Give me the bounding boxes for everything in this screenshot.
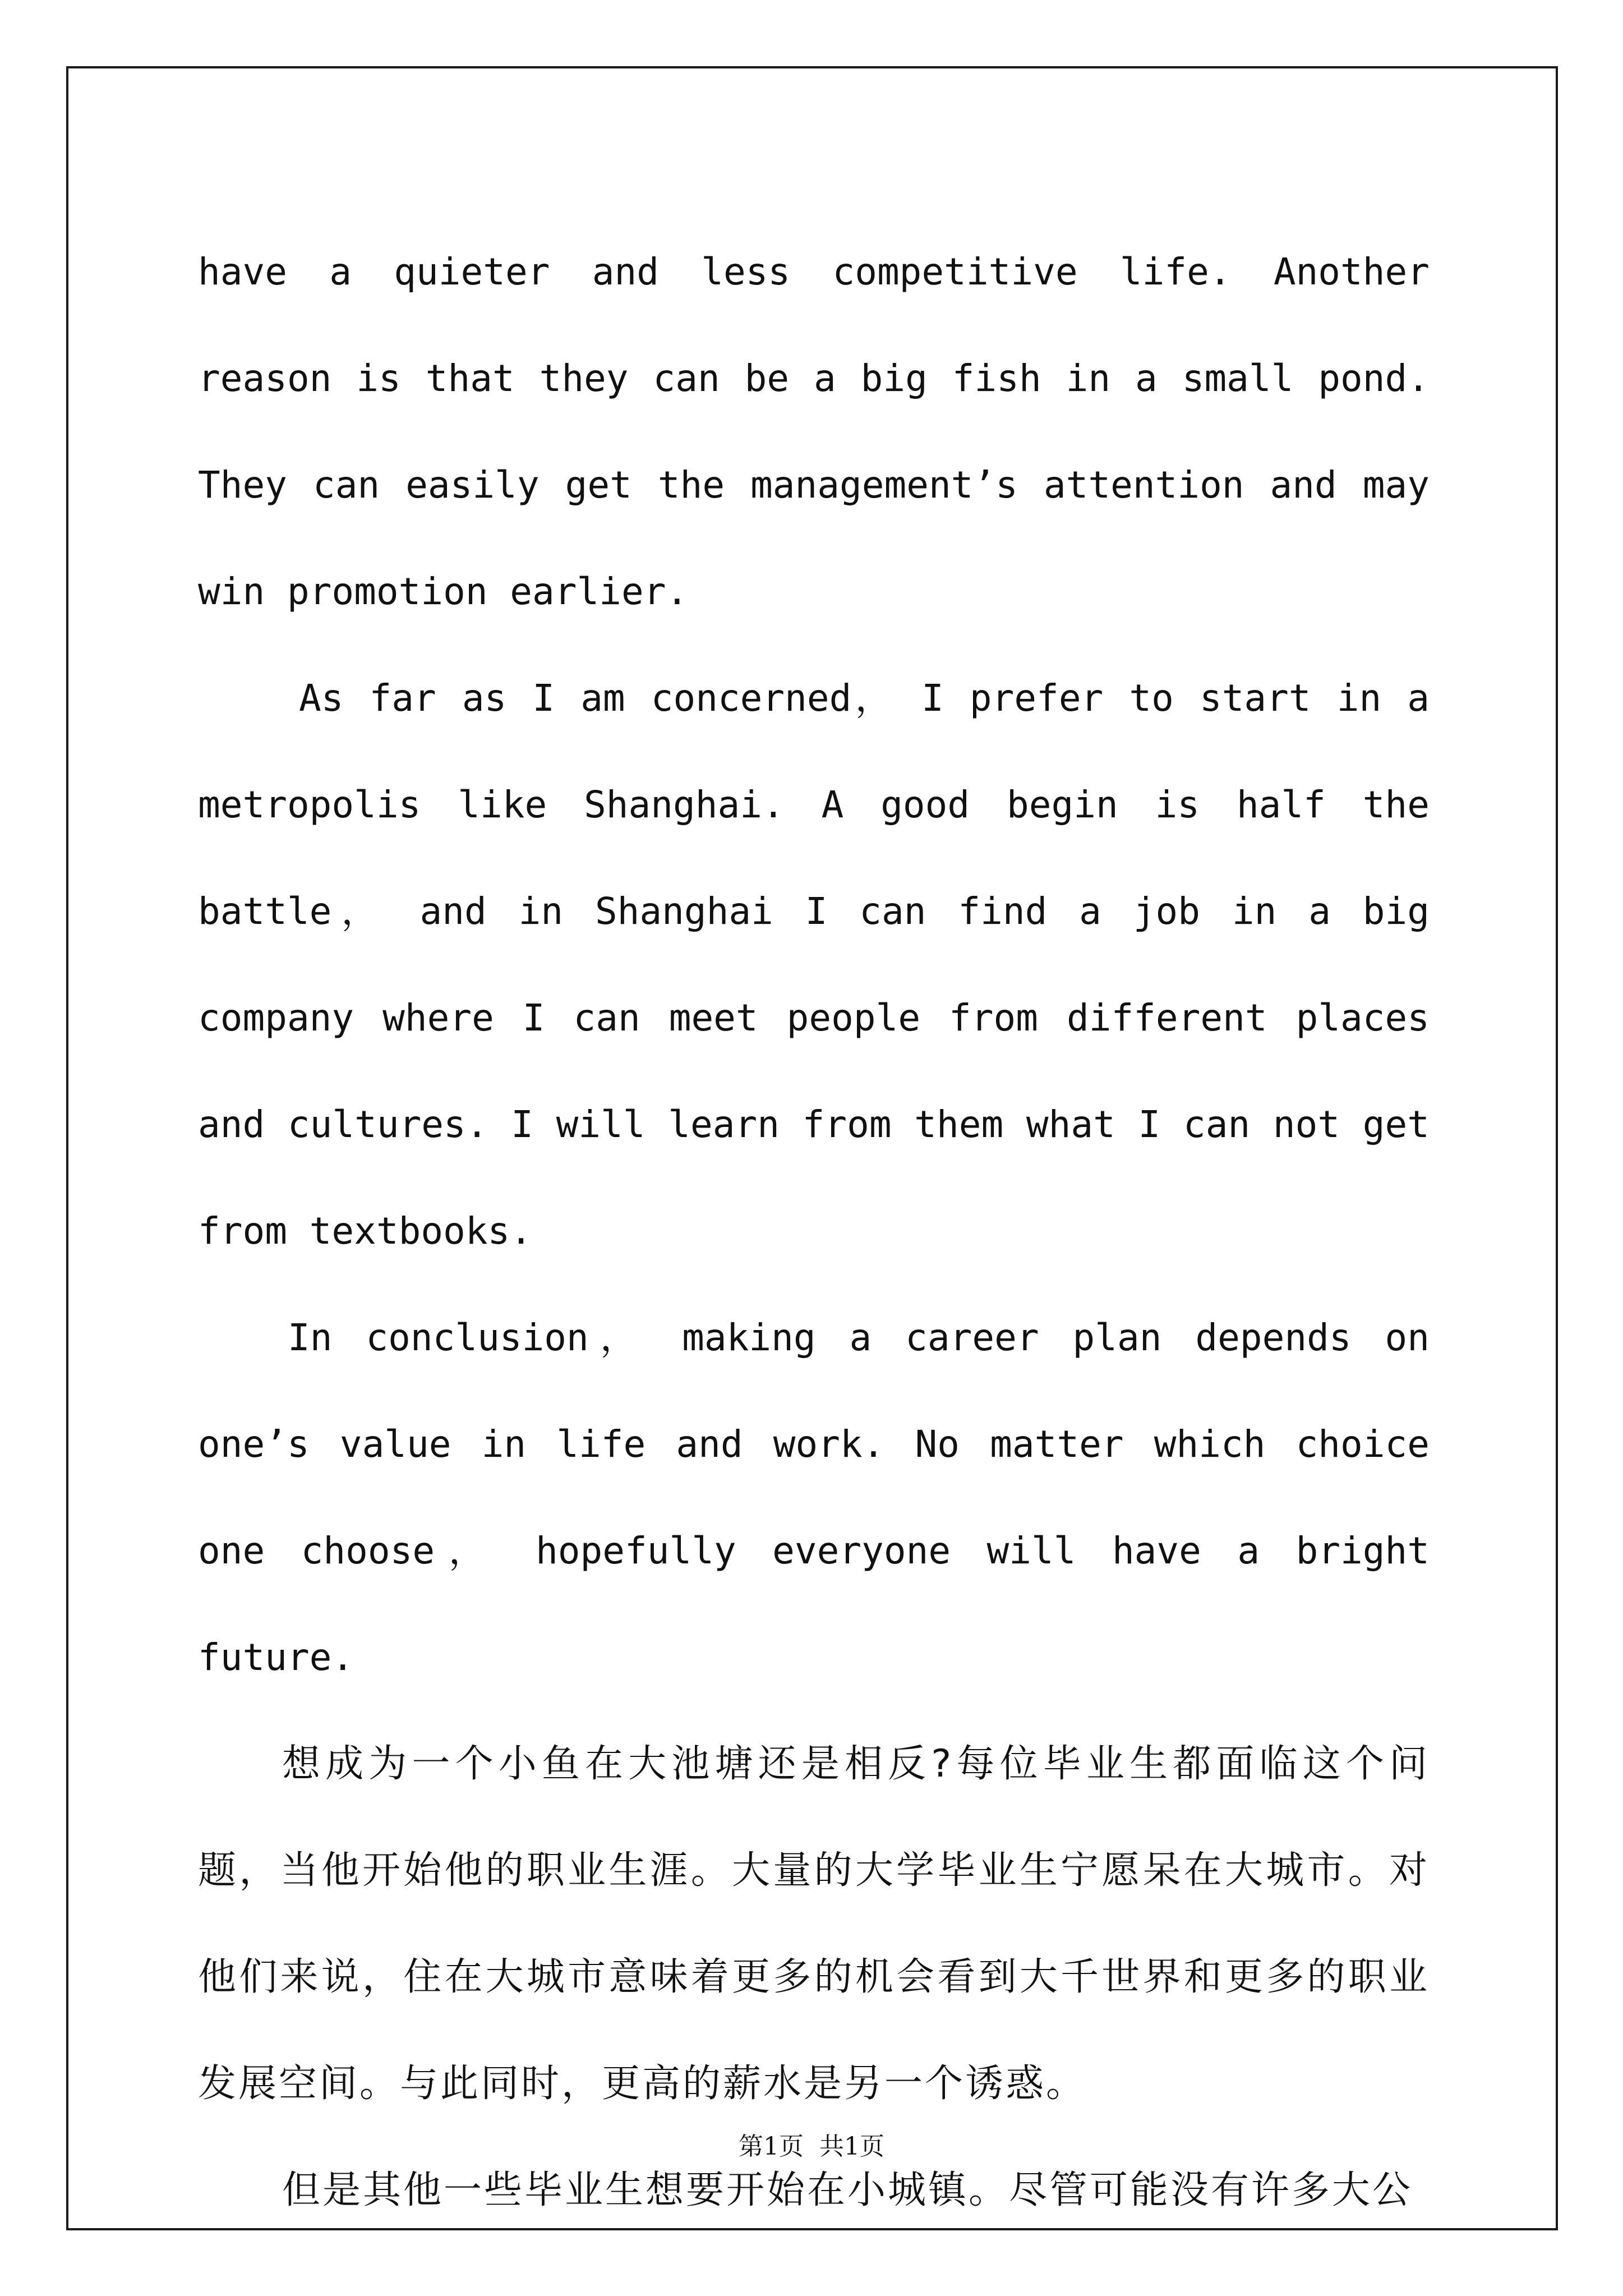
page-footer: 第1页 共1页 — [739, 2132, 884, 2161]
paragraph-1: have a quieter and less competitive life. Another reason is that they can be a big fish in a small pond. They can easily get the management’s attention and may win promotion earlier. — [198, 250, 1430, 613]
paragraph-4: 想成为一个小鱼在大池塘还是相反?每位毕业生都面临这个问题，当他开始他的职业生涯。大量的大学毕业生宁愿呆在大城市。对他们来说，住在大城市意味着更多的机会看到大千世界和更多的职业发展空间。与此同时，更高的薪水是另一个诱惑。 — [198, 1742, 1430, 2106]
document-body — [198, 219, 1430, 2244]
paragraph-2: As far as I am concerned， I prefer to start in a metropolis like Shanghai. A good begin is half the battle， and in Shanghai I can find a job in a big company where I can meet people from different places and cultures. I will learn from them what I can not get from textbooks. — [198, 677, 1430, 1253]
paragraph-5: 但是其他一些毕业生想要开始在小城镇。尽管可能没有许多大公 — [282, 2168, 1413, 2212]
paragraph-3: In conclusion， making a career plan depends on one’s value in life and work. No matter which choice one choose， hopefully everyone will have a bright future. — [198, 1316, 1430, 1679]
